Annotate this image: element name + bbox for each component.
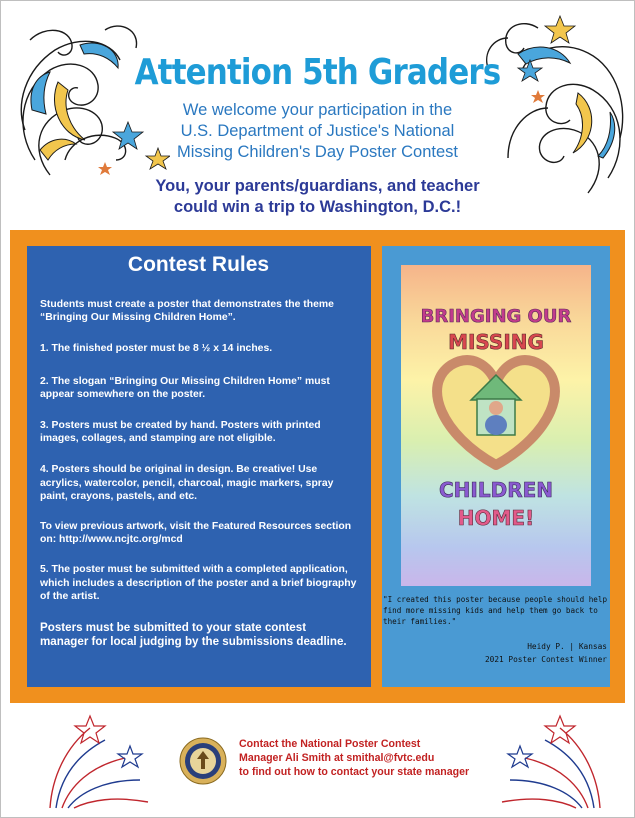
intro-line: U.S. Department of Justice's National [180,122,455,140]
rule-4: 4. Posters should be original in design. Be creative! Use acrylics, watercolor, pencil, charcoal, magic markers, spray paint, crayons, pastels, and etc. [40,464,334,502]
poster-slogan-line-4: HOME! [457,506,535,530]
contact-line: Manager Ali Smith at smithal@fvtc.edu [239,752,435,764]
artwork-link-text: To view previous artwork, visit the Featured Resources section on: http://www.ncjtc.org/mcd [40,521,352,546]
artist-name: Heidy P. | Kansas [527,642,607,651]
rules-intro: Students must create a poster that demonstrates the theme “Bringing Our Missing Children Home”. [40,299,334,324]
page-title: Attention 5th Graders [134,52,501,93]
intro-line: We welcome your participation in the [182,101,453,119]
contact-line: to find out how to contact your state manager [239,766,470,778]
prize-line: could win a trip to Washington, D.C.! [173,198,462,216]
artist-credit [485,640,607,666]
poster-slogan-line-3: CHILDREN [438,478,554,502]
rules-heading: Contest Rules [127,253,270,276]
doj-seal-icon [179,737,227,785]
poster-slogan-line-2: MISSING [448,330,544,354]
deadline-note: Posters must be submitted to your state contest manager for local judging by the submissions deadline. [40,621,347,649]
contact-line: Contact the National Poster Contest [239,738,421,750]
intro-line: Missing Children's Day Poster Contest [176,143,458,161]
rule-5: 5. The poster must be submitted with a completed application, which includes a description of the poster and a brief biography of the artist. [40,564,357,602]
rule-3: 3. Posters must be created by hand. Posters with printed images, collages, and stamping are not eligible. [40,420,321,445]
rule-1: 1. The finished poster must be 8 ½ x 14 inches. [40,343,273,355]
prize-text [140,176,495,218]
winning-poster-image [401,265,591,586]
artist-quote: "I created this poster because people should help find more missing kids and help them go back to their families." [383,595,608,626]
prize-line: You, your parents/guardians, and teacher [155,177,480,195]
award-label: 2021 Poster Contest Winner [484,655,607,664]
poster-slogan-line-1: BRINGING OUR [420,306,572,327]
contest-rules-panel [27,246,371,687]
swirl-star-decoration-left [10,10,170,190]
swirl-star-decoration-right [478,8,628,198]
firework-decoration-right [490,708,620,813]
firework-decoration-left [30,708,160,813]
intro-text [150,100,485,163]
rule-2: 2. The slogan “Bringing Our Missing Children Home” must appear somewhere on the poster. [40,375,330,400]
contact-info [239,737,469,779]
